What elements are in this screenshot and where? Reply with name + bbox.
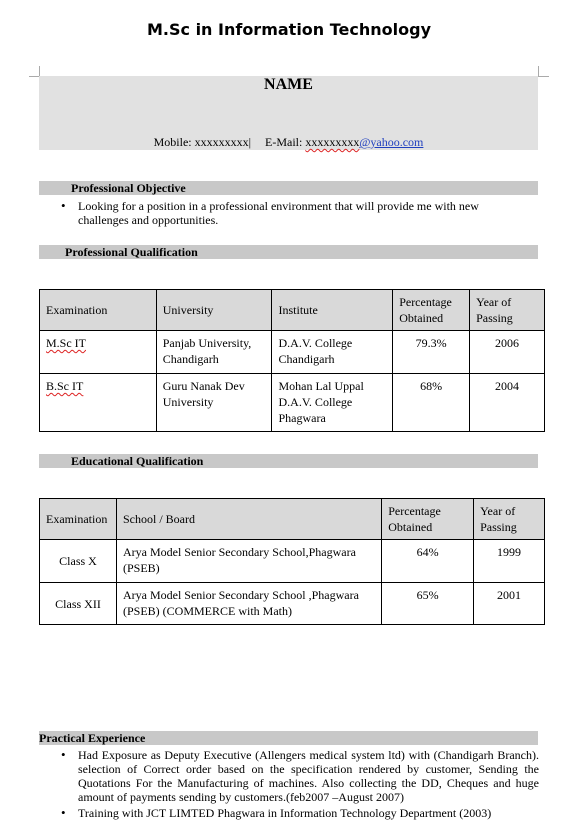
header-box — [39, 76, 538, 150]
exam-text: M.Sc IT — [46, 336, 86, 350]
objective-list — [61, 199, 521, 227]
column-header: Year of Passing — [470, 290, 545, 331]
document-title: M.Sc in Information Technology — [146, 20, 432, 39]
practical-item: • Had Exposure as Deputy Executive (Allengers medical system ltd) with (Chandigarh Branch). selection of Correct order based on the specification rendered by customer, Sending the Quotations For the Manufacturing of machines. Also collecting the DD, Cheques and huge amount of payments sending by customers.(feb2007 –August 2007) — [61, 748, 539, 804]
section-heading: Practical Experience — [39, 731, 146, 745]
table-row — [40, 583, 545, 625]
table-header-row — [40, 499, 545, 540]
objective-item: • Looking for a position in a professional environment that will provide me with new challenges and opportunities. — [61, 199, 521, 227]
crop-mark-top-right — [538, 66, 549, 77]
column-header: University — [156, 290, 272, 331]
cell-percentage: 65% — [382, 583, 474, 625]
practical-item: • Training with JCT LIMTED Phagwara in Information Technology Department (2003) — [61, 806, 539, 820]
column-header: School / Board — [116, 499, 381, 540]
candidate-name: NAME — [264, 76, 313, 93]
section-heading: Educational Qualification — [71, 454, 204, 468]
email-link[interactable]: @yahoo.com — [359, 135, 424, 149]
email-user: xxxxxxxxx — [305, 135, 360, 149]
cell-exam — [40, 331, 157, 374]
table-row — [40, 331, 545, 374]
cell-year: 2006 — [470, 331, 545, 374]
column-header: Year of Passing — [474, 499, 545, 540]
cell-institute: D.A.V. College Chandigarh — [272, 331, 393, 374]
mobile-value: xxxxxxxxx| — [194, 135, 252, 149]
table-header-row — [40, 290, 545, 331]
section-professional-qualification — [39, 245, 538, 259]
mobile-label: Mobile: — [153, 135, 195, 149]
table-row — [40, 540, 545, 583]
section-heading: Professional Objective — [71, 181, 186, 195]
table-row — [40, 374, 545, 432]
column-header: Percentage Obtained — [382, 499, 474, 540]
section-heading: Professional Qualification — [65, 245, 198, 259]
cell-percentage: 64% — [382, 540, 474, 583]
cell-year: 1999 — [474, 540, 545, 583]
column-header: Examination — [40, 499, 117, 540]
cell-exam: Class XII — [40, 583, 117, 625]
column-header: Institute — [272, 290, 393, 331]
contact-line — [39, 135, 538, 150]
cell-school: Arya Model Senior Secondary School ,Phagwara (PSEB) (COMMERCE with Math) — [116, 583, 381, 625]
cell-university: Guru Nanak Dev University — [156, 374, 272, 432]
professional-qualification-table — [39, 289, 545, 432]
cell-institute: Mohan Lal Uppal D.A.V. College Phagwara — [272, 374, 393, 432]
cell-exam — [40, 374, 157, 432]
section-practical-experience — [39, 731, 538, 745]
email-label: E-Mail: — [265, 135, 306, 149]
cell-percentage: 68% — [393, 374, 470, 432]
exam-text: B.Sc IT — [46, 379, 84, 393]
column-header: Examination — [40, 290, 157, 331]
section-professional-objective — [39, 181, 538, 195]
cell-exam: Class X — [40, 540, 117, 583]
practical-list — [61, 748, 539, 820]
cell-school: Arya Model Senior Secondary School,Phagwara (PSEB) — [116, 540, 381, 583]
cell-year: 2001 — [474, 583, 545, 625]
cell-year: 2004 — [470, 374, 545, 432]
cell-percentage: 79.3% — [393, 331, 470, 374]
section-educational-qualification — [39, 454, 538, 468]
column-header: Percentage Obtained — [393, 290, 470, 331]
educational-qualification-table — [39, 498, 545, 625]
cell-university: Panjab University, Chandigarh — [156, 331, 272, 374]
